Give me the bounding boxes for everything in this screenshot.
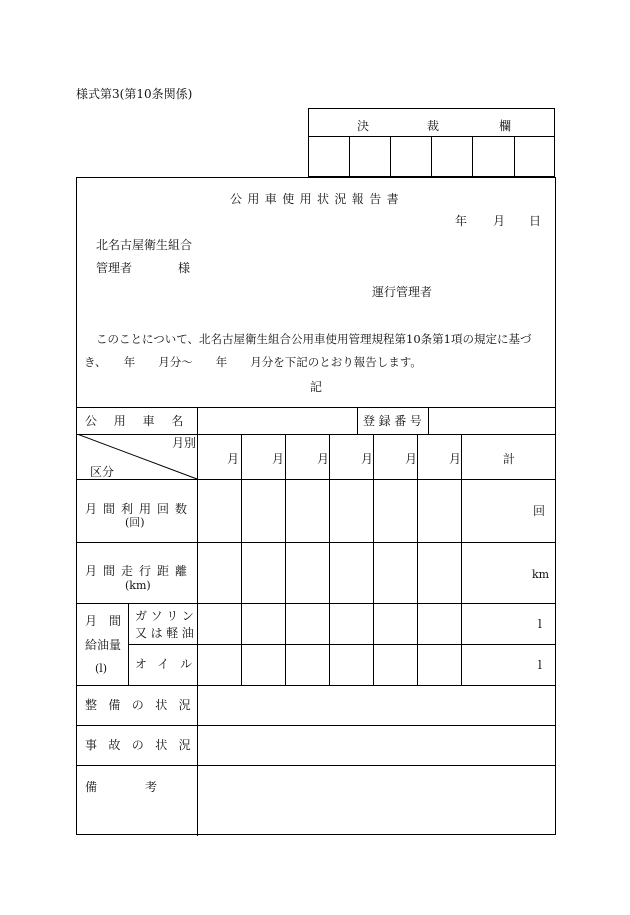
oil-unit: l xyxy=(538,658,542,672)
registration-label: 登録番号 xyxy=(363,414,426,428)
maintenance-label: 整備の状況 xyxy=(85,698,203,712)
gasoline-unit: l xyxy=(538,617,542,631)
date-day: 日 xyxy=(529,214,542,228)
ki-label: 記 xyxy=(310,380,323,394)
month-col-2: 月 xyxy=(272,452,285,466)
approval-box xyxy=(308,108,555,177)
month-col-4: 月 xyxy=(361,452,374,466)
month-col-6: 月 xyxy=(449,452,462,466)
body-line-2: き、 年 月分～ 年 月分を下記のとおり報告します。 xyxy=(84,355,422,369)
approval-slot-divider xyxy=(349,137,350,177)
remarks-label: 備 考 xyxy=(85,780,158,794)
report-title: 公用車使用状況報告書 xyxy=(230,192,405,206)
divider xyxy=(285,434,286,685)
divider xyxy=(373,434,374,685)
approval-char-ran: 欄 xyxy=(499,119,512,133)
usage-count-unit: 回 xyxy=(533,504,546,518)
usage-count-unit-paren: (回) xyxy=(125,516,145,529)
divider xyxy=(77,685,555,686)
approval-slot-divider xyxy=(472,137,473,177)
date-year: 年 xyxy=(455,214,468,228)
divider xyxy=(77,725,555,726)
reporter-label: 運行管理者 xyxy=(372,285,433,299)
divider xyxy=(329,434,330,685)
fuel-group-unit: (l) xyxy=(95,662,108,675)
header-kubun: 区分 xyxy=(90,465,115,479)
body-line-1: このことについて、北名古屋衛生組合公用車使用管理規程第10条第1項の規定に基づ xyxy=(96,332,532,346)
oil-label: オイル xyxy=(135,657,203,671)
divider xyxy=(417,434,418,685)
month-col-3: 月 xyxy=(317,452,330,466)
gasoline-line-2: 又は軽油 xyxy=(135,626,198,640)
report-form xyxy=(76,177,556,835)
vehicle-name-label: 公用車名 xyxy=(85,414,201,428)
date-month: 月 xyxy=(493,214,506,228)
header-tsukibetsu: 月別 xyxy=(172,436,197,450)
month-col-1: 月 xyxy=(227,452,240,466)
divider xyxy=(357,407,358,434)
divider xyxy=(428,407,429,434)
distance-label: 月間走行距離 xyxy=(85,564,194,578)
addressee-honorific: 様 xyxy=(178,261,191,275)
approval-header xyxy=(309,109,554,137)
usage-count-label: 月間利用回数 xyxy=(85,502,194,516)
gasoline-line-1: ガソリン xyxy=(135,609,198,623)
distance-unit-paren: (km) xyxy=(125,579,151,592)
form-number-label: 様式第3(第10条関係) xyxy=(76,87,193,101)
divider xyxy=(128,644,555,645)
approval-char-sai: 裁 xyxy=(427,119,440,133)
total-col: 計 xyxy=(503,452,516,466)
divider xyxy=(241,434,242,685)
divider xyxy=(77,765,555,766)
month-col-5: 月 xyxy=(405,452,418,466)
approval-char-ketsu: 決 xyxy=(357,119,370,133)
accident-label: 事故の状況 xyxy=(85,738,203,752)
approval-slot-divider xyxy=(431,137,432,177)
divider xyxy=(77,603,555,604)
divider xyxy=(77,542,555,543)
divider xyxy=(461,434,462,685)
approval-slot-divider xyxy=(514,137,515,177)
divider xyxy=(77,407,555,408)
distance-unit: km xyxy=(532,568,550,581)
approval-slot-divider xyxy=(390,137,391,177)
divider xyxy=(128,603,129,685)
addressee-org: 北名古屋衛生組合 xyxy=(96,238,193,252)
addressee-role: 管理者 xyxy=(96,261,133,275)
fuel-group-label-1: 月 間 xyxy=(85,614,122,628)
fuel-group-label-2: 給油量 xyxy=(85,638,122,652)
